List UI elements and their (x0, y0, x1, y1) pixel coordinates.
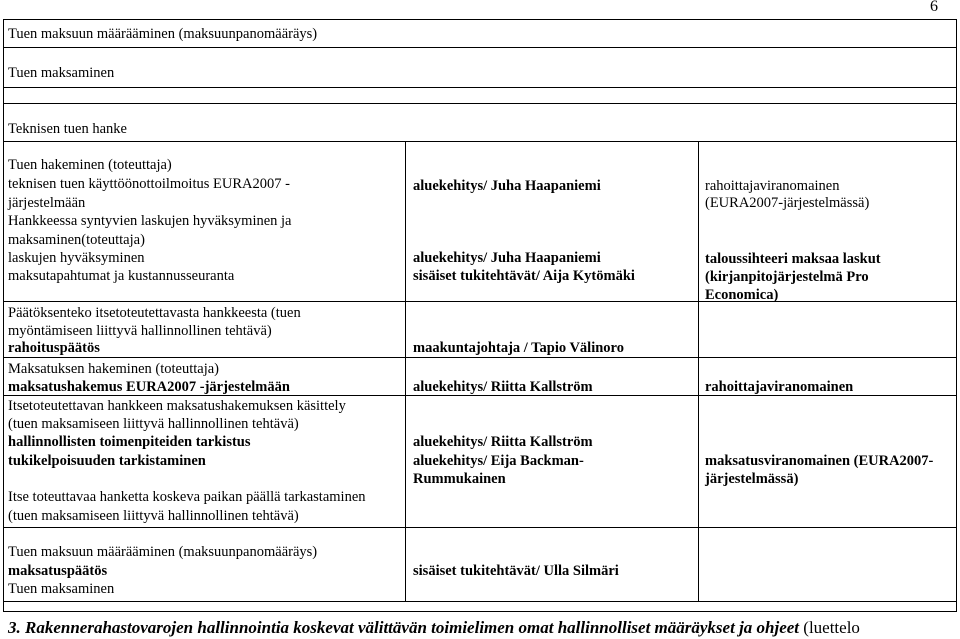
cell-authority: (kirjanpitojärjestelmä Pro (705, 269, 869, 285)
cell-text: tukikelpoisuuden tarkistaminen (8, 453, 206, 469)
cell-authority: maksatusviranomainen (EURA2007- (705, 453, 934, 469)
cell-authority: taloussihteeri maksaa laskut (705, 251, 881, 267)
cell-authority: järjestelmässä) (705, 471, 799, 487)
cell-responsible: aluekehitys/ Juha Haapaniemi (413, 178, 601, 194)
row-title-payment-order: Tuen maksuun määrääminen (maksuunpanomääräys) (8, 26, 318, 42)
section-title: Rakennerahastovarojen hallinnointia koskevat välittävän toimielimen omat hallinnolliset määräykset ja ohjeet (25, 618, 800, 637)
section-heading (8, 618, 860, 638)
row-divider (3, 357, 957, 358)
table-border-left (3, 19, 4, 611)
cell-text: Hankkeessa syntyvien laskujen hyväksyminen ja (8, 213, 292, 229)
section-title-tail: (luettelo (803, 618, 860, 637)
cell-responsible: sisäiset tukitehtävät/ Ulla Silmäri (413, 563, 619, 579)
row-divider (3, 141, 957, 142)
cell-responsible: maakuntajohtaja / Tapio Välinoro (413, 340, 624, 356)
cell-text: Tuen maksaminen (8, 581, 115, 597)
row-divider (3, 19, 957, 20)
cell-text: hallinnollisten toimenpiteiden tarkistus (8, 434, 251, 450)
cell-text: myöntämiseen liittyvä hallinnollinen tehtävä) (8, 323, 272, 339)
cell-text: maksatuspäätös (8, 563, 108, 579)
row-title-payment: Tuen maksaminen (8, 65, 115, 81)
cell-text: Maksatuksen hakeminen (toteuttaja) (8, 361, 219, 377)
cell-authority: rahoittajaviranomainen (705, 379, 854, 395)
cell-responsible: Rummukainen (413, 471, 506, 487)
cell-text: rahoituspäätös (8, 340, 100, 356)
row-divider (3, 601, 957, 602)
cell-text: Tuen hakeminen (toteuttaja) (8, 157, 172, 173)
cell-authority: (EURA2007-järjestelmässä) (705, 195, 870, 211)
cell-text: maksaminen(toteuttaja) (8, 232, 145, 248)
cell-text: Itsetoteutettavan hankkeen maksatushakemuksen käsittely (8, 398, 346, 414)
cell-authority: Economica) (705, 287, 779, 303)
cell-responsible: sisäiset tukitehtävät/ Aija Kytömäki (413, 268, 635, 284)
cell-text: (tuen maksamiseen liittyvä hallinnollinen tehtävä) (8, 508, 299, 524)
table-border-right (956, 19, 957, 611)
cell-text: Itse toteuttavaa hanketta koskeva paikan päällä tarkastaminen (8, 489, 366, 505)
row-divider (3, 47, 957, 48)
row-divider (3, 611, 957, 612)
row-divider (3, 103, 957, 104)
cell-text: maksatushakemus EURA2007 -järjestelmään (8, 379, 290, 395)
cell-text: teknisen tuen käyttöönottoilmoitus EURA2007 - (8, 176, 290, 192)
column-divider (698, 141, 699, 601)
section-number: 3. (8, 618, 21, 637)
cell-authority: rahoittajaviranomainen (705, 178, 840, 194)
cell-responsible: aluekehitys/ Juha Haapaniemi (413, 250, 601, 266)
row-title-technical-support: Teknisen tuen hanke (8, 121, 127, 137)
cell-responsible: aluekehitys/ Eija Backman- (413, 453, 584, 469)
row-divider (3, 527, 957, 528)
cell-text: Päätöksenteko itsetoteutettavasta hankkeesta (tuen (8, 305, 301, 321)
cell-text: järjestelmään (8, 195, 86, 211)
cell-text: (tuen maksamiseen liittyvä hallinnollinen tehtävä) (8, 416, 299, 432)
page-number: 6 (930, 0, 938, 15)
cell-text: Tuen maksuun määrääminen (maksuunpanomääräys) (8, 544, 318, 560)
cell-text: maksutapahtumat ja kustannusseuranta (8, 268, 235, 284)
cell-responsible: aluekehitys/ Riitta Kallström (413, 434, 593, 450)
row-divider (3, 87, 957, 88)
column-divider (405, 141, 406, 601)
cell-text: laskujen hyväksyminen (8, 250, 145, 266)
row-divider (3, 301, 957, 302)
cell-responsible: aluekehitys/ Riitta Kallström (413, 379, 593, 395)
